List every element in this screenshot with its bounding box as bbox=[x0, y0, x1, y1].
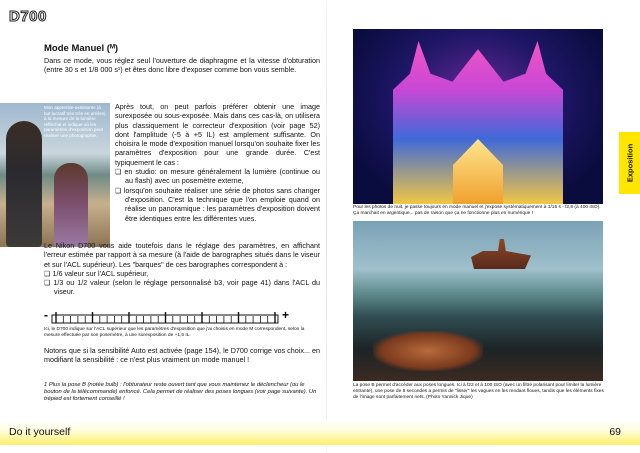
body-column bbox=[115, 102, 320, 223]
photo-caption-shipwreck: La pose B permet d'accéder aux poses longues. Ici à f22 et à 100 ISO (avec un filtre polarisant pour limiter la lumière entrante), une pose de 8 secondes a permis de "lisser" les vagues en les rendant floues, tandis que les éléments fixes de l'image sont parfaitement nets. (Photo Yannick Jique) bbox=[353, 383, 604, 400]
scale-caption: Ici, le D700 indique sur l'ACL supérieur que les paramètres d'exposition que j'ai choisis en mode M correspondent, selon la mesure effectuée par son posemètre, à une surexposition de +1,5 IL. bbox=[44, 327, 305, 338]
list-item-text: en studio: on mesure généralement la lumière (continue ou au flash) avec un posemètre externe, bbox=[124, 167, 320, 186]
exposure-scale-graphic bbox=[44, 309, 292, 325]
list-item-text: 1/3 ou 1/2 valeur (selon le réglage personnalisé b3, voir page 41) dans l'ACL du viseur. bbox=[53, 278, 320, 297]
chapter-tab-label: Exposition bbox=[625, 143, 634, 183]
photo-caption-cathedral: Pour les photos de nuit, je passe toujours en mode manuel et j'expose systématiquement à 1/15 s - f2,8 (à 400 ISO). Ça marchait en argentique... pas de raison que ça ne fonctionne plus en numérique ! bbox=[353, 205, 601, 216]
body-column-lower bbox=[44, 241, 320, 297]
paragraph-4: Notons que si la sensibilité Auto est activée (page 154), le D700 corrige vos choix... en modifiant la sensibilité : ce n'est plus vraiment un mode manuel ! bbox=[44, 346, 320, 365]
photo-person-child bbox=[54, 163, 88, 247]
photo-rock-foreground bbox=[373, 331, 483, 371]
scale-minus: - bbox=[44, 309, 48, 322]
exposure-scale-svg bbox=[44, 309, 292, 325]
scale-plus: + bbox=[282, 309, 290, 322]
brand-logo: D700 bbox=[9, 8, 47, 25]
list-item: ❏ lorsqu'on souhaite réaliser une série de photos sans changer d'exposition. C'est la technique que l'on emploie quand on réalise un panoramique : les paramètres d'exposition doivent être identiques entre les différentes vues. bbox=[115, 185, 320, 223]
page-number: 69 bbox=[609, 426, 621, 438]
chapter-tab bbox=[619, 132, 640, 194]
page-footer bbox=[0, 420, 640, 445]
photo-beach bbox=[0, 103, 110, 247]
list-item: ❏ 1/6 valeur sur l'ACL supérieur, bbox=[44, 268, 149, 278]
page-gutter bbox=[326, 0, 327, 453]
paragraph-3: Le Nikon D700 vous aide toutefois dans le réglage des paramètres, en affichant l'erreur estimée par rapport à sa mesure (à l'aide de barographes situés dans le viseur et sur l'ACL supérieur). Les "barques" de ces barographes correspondent à : bbox=[44, 241, 320, 269]
photo-person-adult bbox=[6, 121, 42, 247]
photo-cathedral-night bbox=[353, 29, 603, 204]
photo-shipwreck bbox=[471, 239, 531, 269]
photo-shipwreck-coast bbox=[353, 221, 603, 381]
intro-paragraph: Dans ce mode, vous réglez seul l'ouverture de diaphragme et la vitesse d'obturation (entre 30 s et 1/8 000 s¹) et êtes donc libre d'exposer comme bon vous semble. bbox=[44, 56, 320, 75]
list-item: ❏ en studio: on mesure généralement la lumière (continue ou au flash) avec un posemètre externe, bbox=[115, 167, 320, 186]
list-item-text: 1/6 valeur sur l'ACL supérieur, bbox=[52, 268, 149, 278]
list-item-text: lorsqu'on souhaite réaliser une série de photos sans changer d'exposition. C'est la technique que l'on emploie quand on réalise un panoramique : les paramètres d'exposition doivent être identiques entre les différentes vues. bbox=[123, 185, 320, 223]
section-heading: Mode Manuel (ᴹ) bbox=[44, 43, 119, 54]
photo-overlay-caption: Mon apprentie-assistante (à but lucratif très très en arrière) à la mesure de la lumière réfléchie et indique où les paramètres d'exposition peut réaliser une photographie. bbox=[44, 105, 106, 138]
footnote: 1 Plus la pose B (notée bulb) : l'obturateur reste ouvert tant que vous maintenez le déclencheur (ou le bouton de la télécommande) enfoncé. Cela permet de réaliser des poses longues (voir page suivante). Un trépied est fortement conseillé ! bbox=[44, 382, 317, 403]
footer-series-title: Do it yourself bbox=[9, 426, 71, 438]
list-item: ❏ 1/3 ou 1/2 valeur (selon le réglage personnalisé b3, voir page 41) dans l'ACL du viseur. bbox=[44, 278, 320, 297]
paragraph-2: Après tout, on peut parfois préférer obtenir une image surexposée ou sous-exposée. Mais dans ces cas-là, on utilisera plus classiquement le correcteur d'exposition (voir page 52) dont l'amplitude (-5 à +5 IL) est amplement suffisante. On choisira le mode d'exposition manuel lorsqu'on souhaite fixer les paramètres d'exposition pour une grande durée. C'est typiquement le cas : bbox=[115, 102, 320, 167]
